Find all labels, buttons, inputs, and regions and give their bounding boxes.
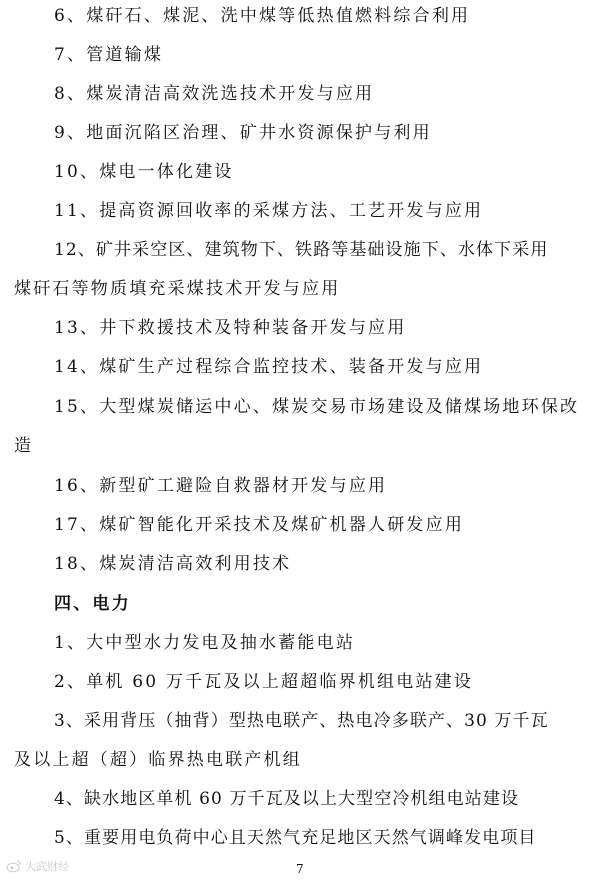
watermark-text: 大武财经 (25, 860, 69, 873)
list-item: 16、新型矿工避险自救器材开发与应用 (54, 476, 388, 496)
list-item: 3、采用背压（抽背）型热电联产、热电冷多联产、30 万千瓦 (54, 711, 549, 731)
section-heading: 四、电力 (54, 594, 131, 614)
list-item: 14、煤矿生产过程综合监控技术、装备开发与应用 (54, 357, 484, 377)
list-item: 4、缺水地区单机 60 万千瓦及以上大型空冷机组电站建设 (54, 789, 520, 809)
list-item-continuation: 造 (14, 436, 34, 456)
list-item: 17、煤矿智能化开采技术及煤矿机器人研发应用 (54, 515, 465, 535)
list-item: 18、煤炭清洁高效利用技术 (54, 554, 292, 574)
list-item: 7、管道输煤 (54, 45, 164, 65)
list-item: 13、井下救援技术及特种装备开发与应用 (54, 318, 407, 338)
weibo-logo-icon (6, 859, 22, 873)
list-item: 1、大中型水力发电及抽水蓄能电站 (54, 633, 356, 653)
list-item: 2、单机 60 万千瓦及以上超超临界机组电站建设 (54, 672, 474, 692)
list-item: 6、煤矸石、煤泥、洗中煤等低热值燃料综合利用 (54, 6, 471, 26)
watermark (6, 858, 69, 874)
list-item-continuation: 及以上超（超）临界热电联产机组 (14, 750, 302, 770)
list-item: 10、煤电一体化建设 (54, 162, 234, 182)
list-item: 8、煤炭清洁高效洗选技术开发与应用 (54, 84, 375, 104)
list-item: 5、重要用电负荷中心且天然气充足地区天然气调峰发电项目 (54, 828, 537, 848)
list-item: 15、大型煤炭储运中心、煤炭交易市场建设及储煤场地环保改 (54, 397, 580, 417)
list-item: 9、地面沉陷区治理、矿井水资源保护与利用 (54, 123, 432, 143)
list-item: 12、矿井采空区、建筑物下、铁路等基础设施下、水体下采用 (54, 240, 549, 260)
page-number: 7 (296, 862, 304, 876)
list-item-continuation: 煤矸石等物质填充采煤技术开发与应用 (14, 279, 341, 299)
list-item: 11、提高资源回收率的采煤方法、工艺开发与应用 (54, 201, 484, 221)
